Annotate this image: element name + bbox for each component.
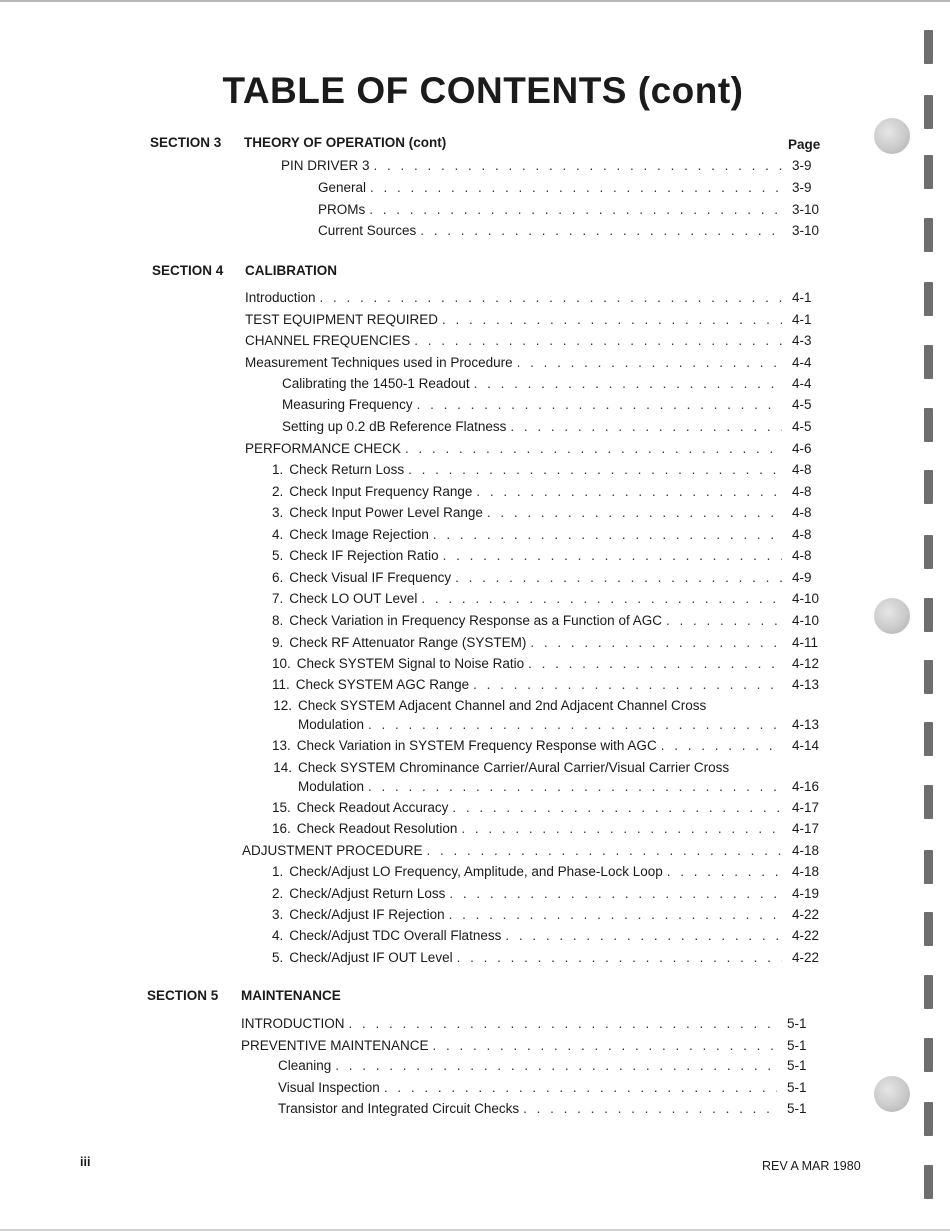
section-5-title: MAINTENANCE xyxy=(241,988,341,1003)
leader-dots xyxy=(528,656,782,671)
leader-dots xyxy=(370,180,782,195)
leader-dots xyxy=(405,441,782,456)
leader-dots xyxy=(461,821,782,836)
toc-entry[interactable]: 5. Check/Adjust IF OUT Level . . . 4-22 xyxy=(272,950,828,968)
leader-dots xyxy=(433,527,782,542)
toc-entry[interactable]: PIN DRIVER 3 . . . 3-9 xyxy=(281,158,828,176)
leader-dots xyxy=(455,570,782,585)
page-title: TABLE OF CONTENTS (cont) xyxy=(222,70,744,111)
revision-date: REV A MAR 1980 xyxy=(762,1159,861,1173)
toc-entry-first-line[interactable]: 12. Check SYSTEM Adjacent Channel and 2nd Adjacent Channel Cross xyxy=(273,698,707,713)
toc-entry[interactable]: 8. Check Variation in Frequency Response as a Function of AGC . . . 4-10 xyxy=(272,613,828,631)
toc-entry[interactable]: General . . . 3-9 xyxy=(318,180,828,198)
toc-entry[interactable]: CHANNEL FREQUENCIES . . . 4-3 xyxy=(245,333,828,351)
leader-dots xyxy=(530,635,782,650)
leader-dots xyxy=(523,1101,777,1116)
leader-dots xyxy=(384,1080,777,1095)
leader-dots xyxy=(368,717,782,732)
leader-dots xyxy=(510,419,782,434)
edge-mark xyxy=(924,30,933,64)
toc-entry[interactable]: 11. Check SYSTEM AGC Range . . . 4-13 xyxy=(272,677,828,695)
leader-dots xyxy=(320,290,782,305)
toc-entry[interactable]: 13. Check Variation in SYSTEM Frequency Response with AGC . . . 4-14 xyxy=(272,738,828,756)
leader-dots xyxy=(667,864,782,879)
edge-mark xyxy=(924,1038,933,1072)
edge-mark xyxy=(924,598,933,632)
toc-entry[interactable]: 2. Check Input Frequency Range . . . 4-8 xyxy=(272,484,828,502)
edge-mark xyxy=(924,218,933,252)
page-number: iii xyxy=(80,1155,91,1169)
leader-dots xyxy=(408,462,782,477)
toc-entry[interactable]: 15. Check Readout Accuracy . . . 4-17 xyxy=(272,800,828,818)
toc-entry-first-line[interactable]: 14. Check SYSTEM Chrominance Carrier/Aural Carrier/Visual Carrier Cross xyxy=(273,760,730,775)
leader-dots xyxy=(414,333,782,348)
toc-entry[interactable]: INTRODUCTION . . . 5-1 xyxy=(241,1016,823,1034)
toc-entry[interactable]: Current Sources . . . 3-10 xyxy=(318,223,828,241)
toc-entry[interactable]: Introduction . . . 4-1 xyxy=(245,290,828,308)
toc-entry[interactable]: Setting up 0.2 dB Reference Flatness . . . 4-5 xyxy=(282,419,828,437)
edge-mark xyxy=(924,1102,933,1136)
leader-dots xyxy=(449,886,782,901)
toc-entry[interactable]: 6. Check Visual IF Frequency . . . 4-9 xyxy=(272,570,828,588)
toc-entry[interactable]: 4. Check Image Rejection . . . 4-8 xyxy=(272,527,828,545)
leader-dots xyxy=(449,907,782,922)
edge-mark xyxy=(924,535,933,569)
section-3-title: THEORY OF OPERATION (cont) xyxy=(244,135,447,150)
toc-entry[interactable]: Calibrating the 1450-1 Readout . . . 4-4 xyxy=(282,376,828,394)
section-3-label: SECTION 3 xyxy=(150,135,222,150)
toc-entry[interactable]: PREVENTIVE MAINTENANCE . . . 5-1 xyxy=(241,1038,823,1056)
leader-dots xyxy=(505,928,782,943)
toc-entry[interactable]: 7. Check LO OUT Level . . . 4-10 xyxy=(272,591,828,609)
leader-dots xyxy=(457,950,782,965)
leader-dots xyxy=(442,312,782,327)
edge-mark xyxy=(924,1165,933,1199)
edge-mark xyxy=(924,722,933,756)
leader-dots xyxy=(476,484,782,499)
toc-entry[interactable]: 3. Check/Adjust IF Rejection . . . 4-22 xyxy=(272,907,828,925)
toc-entry[interactable]: 10. Check SYSTEM Signal to Noise Ratio . . . 4-12 xyxy=(272,656,828,674)
toc-entry[interactable]: PERFORMANCE CHECK . . . 4-6 xyxy=(245,441,828,459)
leader-dots xyxy=(369,202,782,217)
toc-entry[interactable]: 5. Check IF Rejection Ratio . . . 4-8 xyxy=(272,548,828,566)
edge-mark xyxy=(924,155,933,189)
toc-entry[interactable]: Visual Inspection . . . 5-1 xyxy=(278,1080,823,1098)
toc-entry[interactable]: 3. Check Input Power Level Range . . . 4-8 xyxy=(272,505,828,523)
edge-mark xyxy=(924,785,933,819)
toc-entry-continuation[interactable]: Modulation . . . 4-13 xyxy=(298,717,828,735)
toc-entry[interactable]: 1. Check Return Loss . . . 4-8 xyxy=(272,462,828,480)
edge-mark xyxy=(924,975,933,1009)
edge-mark xyxy=(924,95,933,129)
toc-entry[interactable]: 2. Check/Adjust Return Loss . . . 4-19 xyxy=(272,886,828,904)
page-column-header: Page xyxy=(788,137,821,152)
toc-entry[interactable]: Measurement Techniques used in Procedure . . . 4-4 xyxy=(245,355,828,373)
leader-dots xyxy=(661,738,782,753)
toc-entry[interactable]: ADJUSTMENT PROCEDURE . . . 4-18 xyxy=(242,843,828,861)
binder-hole xyxy=(874,598,910,634)
leader-dots xyxy=(427,843,782,858)
edge-mark xyxy=(924,850,933,884)
leader-dots xyxy=(335,1058,777,1073)
toc-entry[interactable]: TEST EQUIPMENT REQUIRED . . . 4-1 xyxy=(245,312,828,330)
binder-hole xyxy=(874,118,910,154)
edge-mark xyxy=(924,282,933,316)
top-border xyxy=(0,0,950,2)
leader-dots xyxy=(443,548,782,563)
edge-mark xyxy=(924,470,933,504)
leader-dots xyxy=(349,1016,778,1031)
leader-dots xyxy=(473,677,782,692)
leader-dots xyxy=(517,355,782,370)
edge-mark xyxy=(924,660,933,694)
toc-entry-continuation[interactable]: Modulation . . . 4-16 xyxy=(298,779,828,797)
toc-entry[interactable]: Measuring Frequency . . . 4-5 xyxy=(282,397,828,415)
leader-dots xyxy=(421,591,782,606)
leader-dots xyxy=(474,376,782,391)
leader-dots xyxy=(374,158,782,173)
leader-dots xyxy=(452,800,782,815)
edge-mark xyxy=(924,408,933,442)
leader-dots xyxy=(487,505,782,520)
edge-mark xyxy=(924,345,933,379)
toc-entry[interactable]: Cleaning . . . 5-1 xyxy=(278,1058,823,1076)
leader-dots xyxy=(368,779,782,794)
toc-entry[interactable]: Transistor and Integrated Circuit Checks . . . 5-1 xyxy=(278,1101,823,1119)
section-5-label: SECTION 5 xyxy=(147,988,219,1003)
toc-entry[interactable]: 1. Check/Adjust LO Frequency, Amplitude, and Phase-Lock Loop . . . 4-18 xyxy=(272,864,828,882)
toc-entry[interactable]: 4. Check/Adjust TDC Overall Flatness . . . 4-22 xyxy=(272,928,828,946)
leader-dots xyxy=(666,613,782,628)
leader-dots xyxy=(420,223,782,238)
binder-hole xyxy=(874,1076,910,1112)
toc-entry[interactable]: PROMs . . . 3-10 xyxy=(318,202,828,220)
leader-dots xyxy=(417,397,782,412)
edge-mark xyxy=(924,912,933,946)
toc-entry[interactable]: 9. Check RF Attenuator Range (SYSTEM) . . . 4-11 xyxy=(272,635,828,653)
leader-dots xyxy=(433,1038,777,1053)
section-4-label: SECTION 4 xyxy=(152,263,224,278)
toc-entry[interactable]: 16. Check Readout Resolution . . . 4-17 xyxy=(272,821,828,839)
section-4-title: CALIBRATION xyxy=(245,263,337,278)
